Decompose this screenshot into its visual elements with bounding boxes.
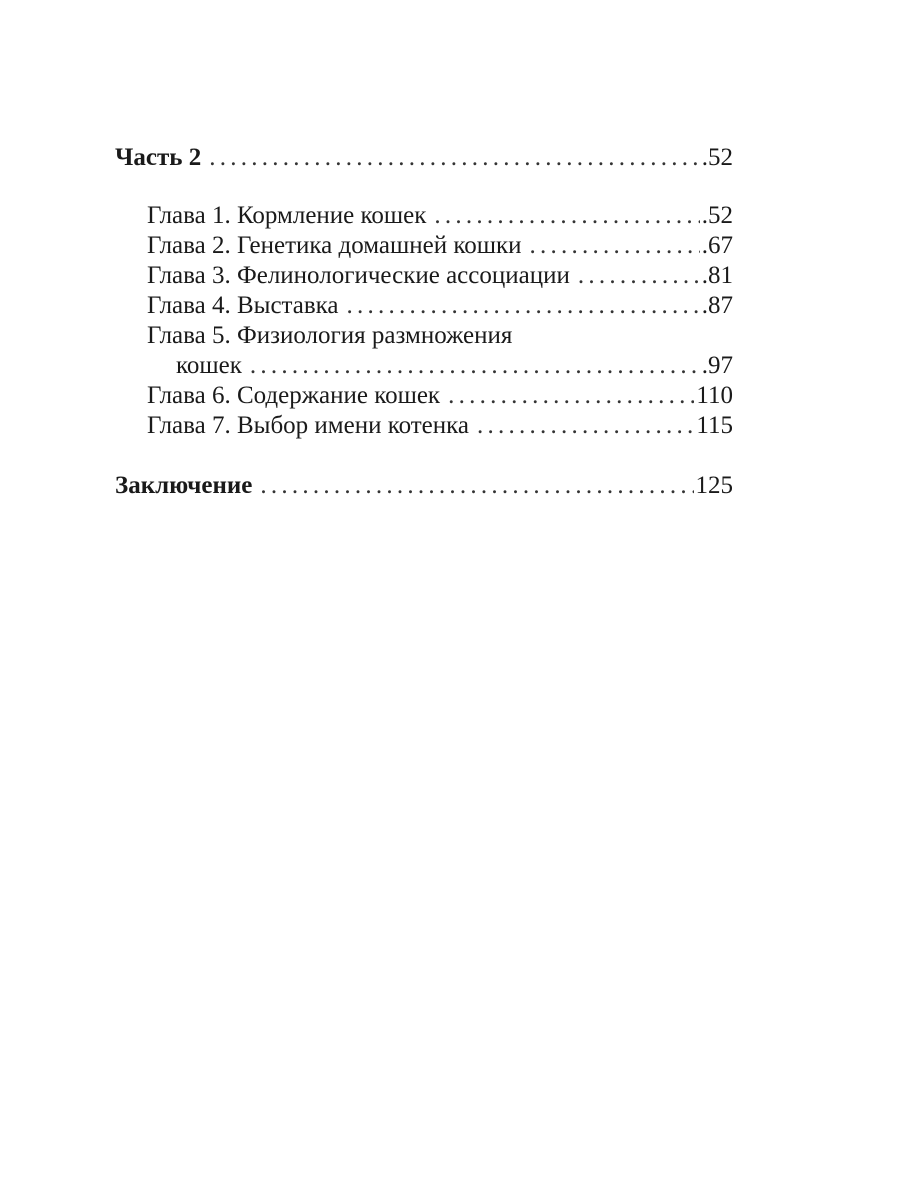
- toc-entry-page: .67: [701, 232, 733, 259]
- dot-leader: [477, 411, 694, 441]
- dot-leader: [578, 261, 700, 291]
- toc-entry-title: Глава 3. Фелинологические ассоциации: [147, 262, 570, 289]
- toc-entry-title: Часть 2: [115, 144, 202, 171]
- toc-entry-title: Глава 1. Кормление кошек: [147, 202, 427, 229]
- toc-entry-page: .87: [701, 292, 733, 319]
- toc-entry-title: Глава 2. Генетика домашней кошки: [147, 232, 522, 259]
- toc-entry-title-continuation: кошек: [176, 352, 242, 379]
- toc-entry-page: .52: [701, 144, 733, 171]
- toc-entry-page: 125: [695, 472, 733, 499]
- toc-entry-page: .97: [701, 352, 733, 379]
- toc-entry-chapter-3: [115, 261, 733, 291]
- toc-entry-page: .81: [701, 262, 733, 289]
- toc-entry-chapter-2: [115, 231, 733, 261]
- dot-leader: [434, 201, 699, 231]
- toc-entry-part-2: [115, 143, 733, 173]
- toc-entry-chapter-5-continuation: [115, 351, 733, 381]
- dot-leader: [448, 381, 694, 411]
- dot-leader: [260, 471, 693, 501]
- toc-entry-title: Глава 6. Содержание кошек: [147, 382, 441, 409]
- dot-leader: [250, 351, 700, 381]
- toc-entry-chapter-4: [115, 291, 733, 321]
- toc-entry-page: .52: [701, 202, 733, 229]
- dot-leader: [347, 291, 700, 321]
- toc-entry-chapter-6: [115, 381, 733, 411]
- toc-entry-page: 110: [696, 382, 733, 409]
- toc-entry-chapter-7: [115, 411, 733, 441]
- toc-entry-title: Глава 7. Выбор имени котенка: [147, 412, 470, 439]
- toc-entry-chapter-5: [115, 321, 733, 351]
- dot-leader: [209, 143, 700, 173]
- toc-entry-chapter-1: [115, 201, 733, 231]
- toc-entry-title: Глава 4. Выставка: [147, 292, 339, 319]
- toc-entry-title: Глава 5. Физиология размножения: [147, 322, 513, 349]
- toc-entry-page: 115: [696, 412, 733, 439]
- dot-leader: [530, 231, 700, 261]
- table-of-contents: [115, 143, 733, 501]
- toc-entry-conclusion: [115, 471, 733, 501]
- toc-entry-title: Заключение: [115, 472, 253, 499]
